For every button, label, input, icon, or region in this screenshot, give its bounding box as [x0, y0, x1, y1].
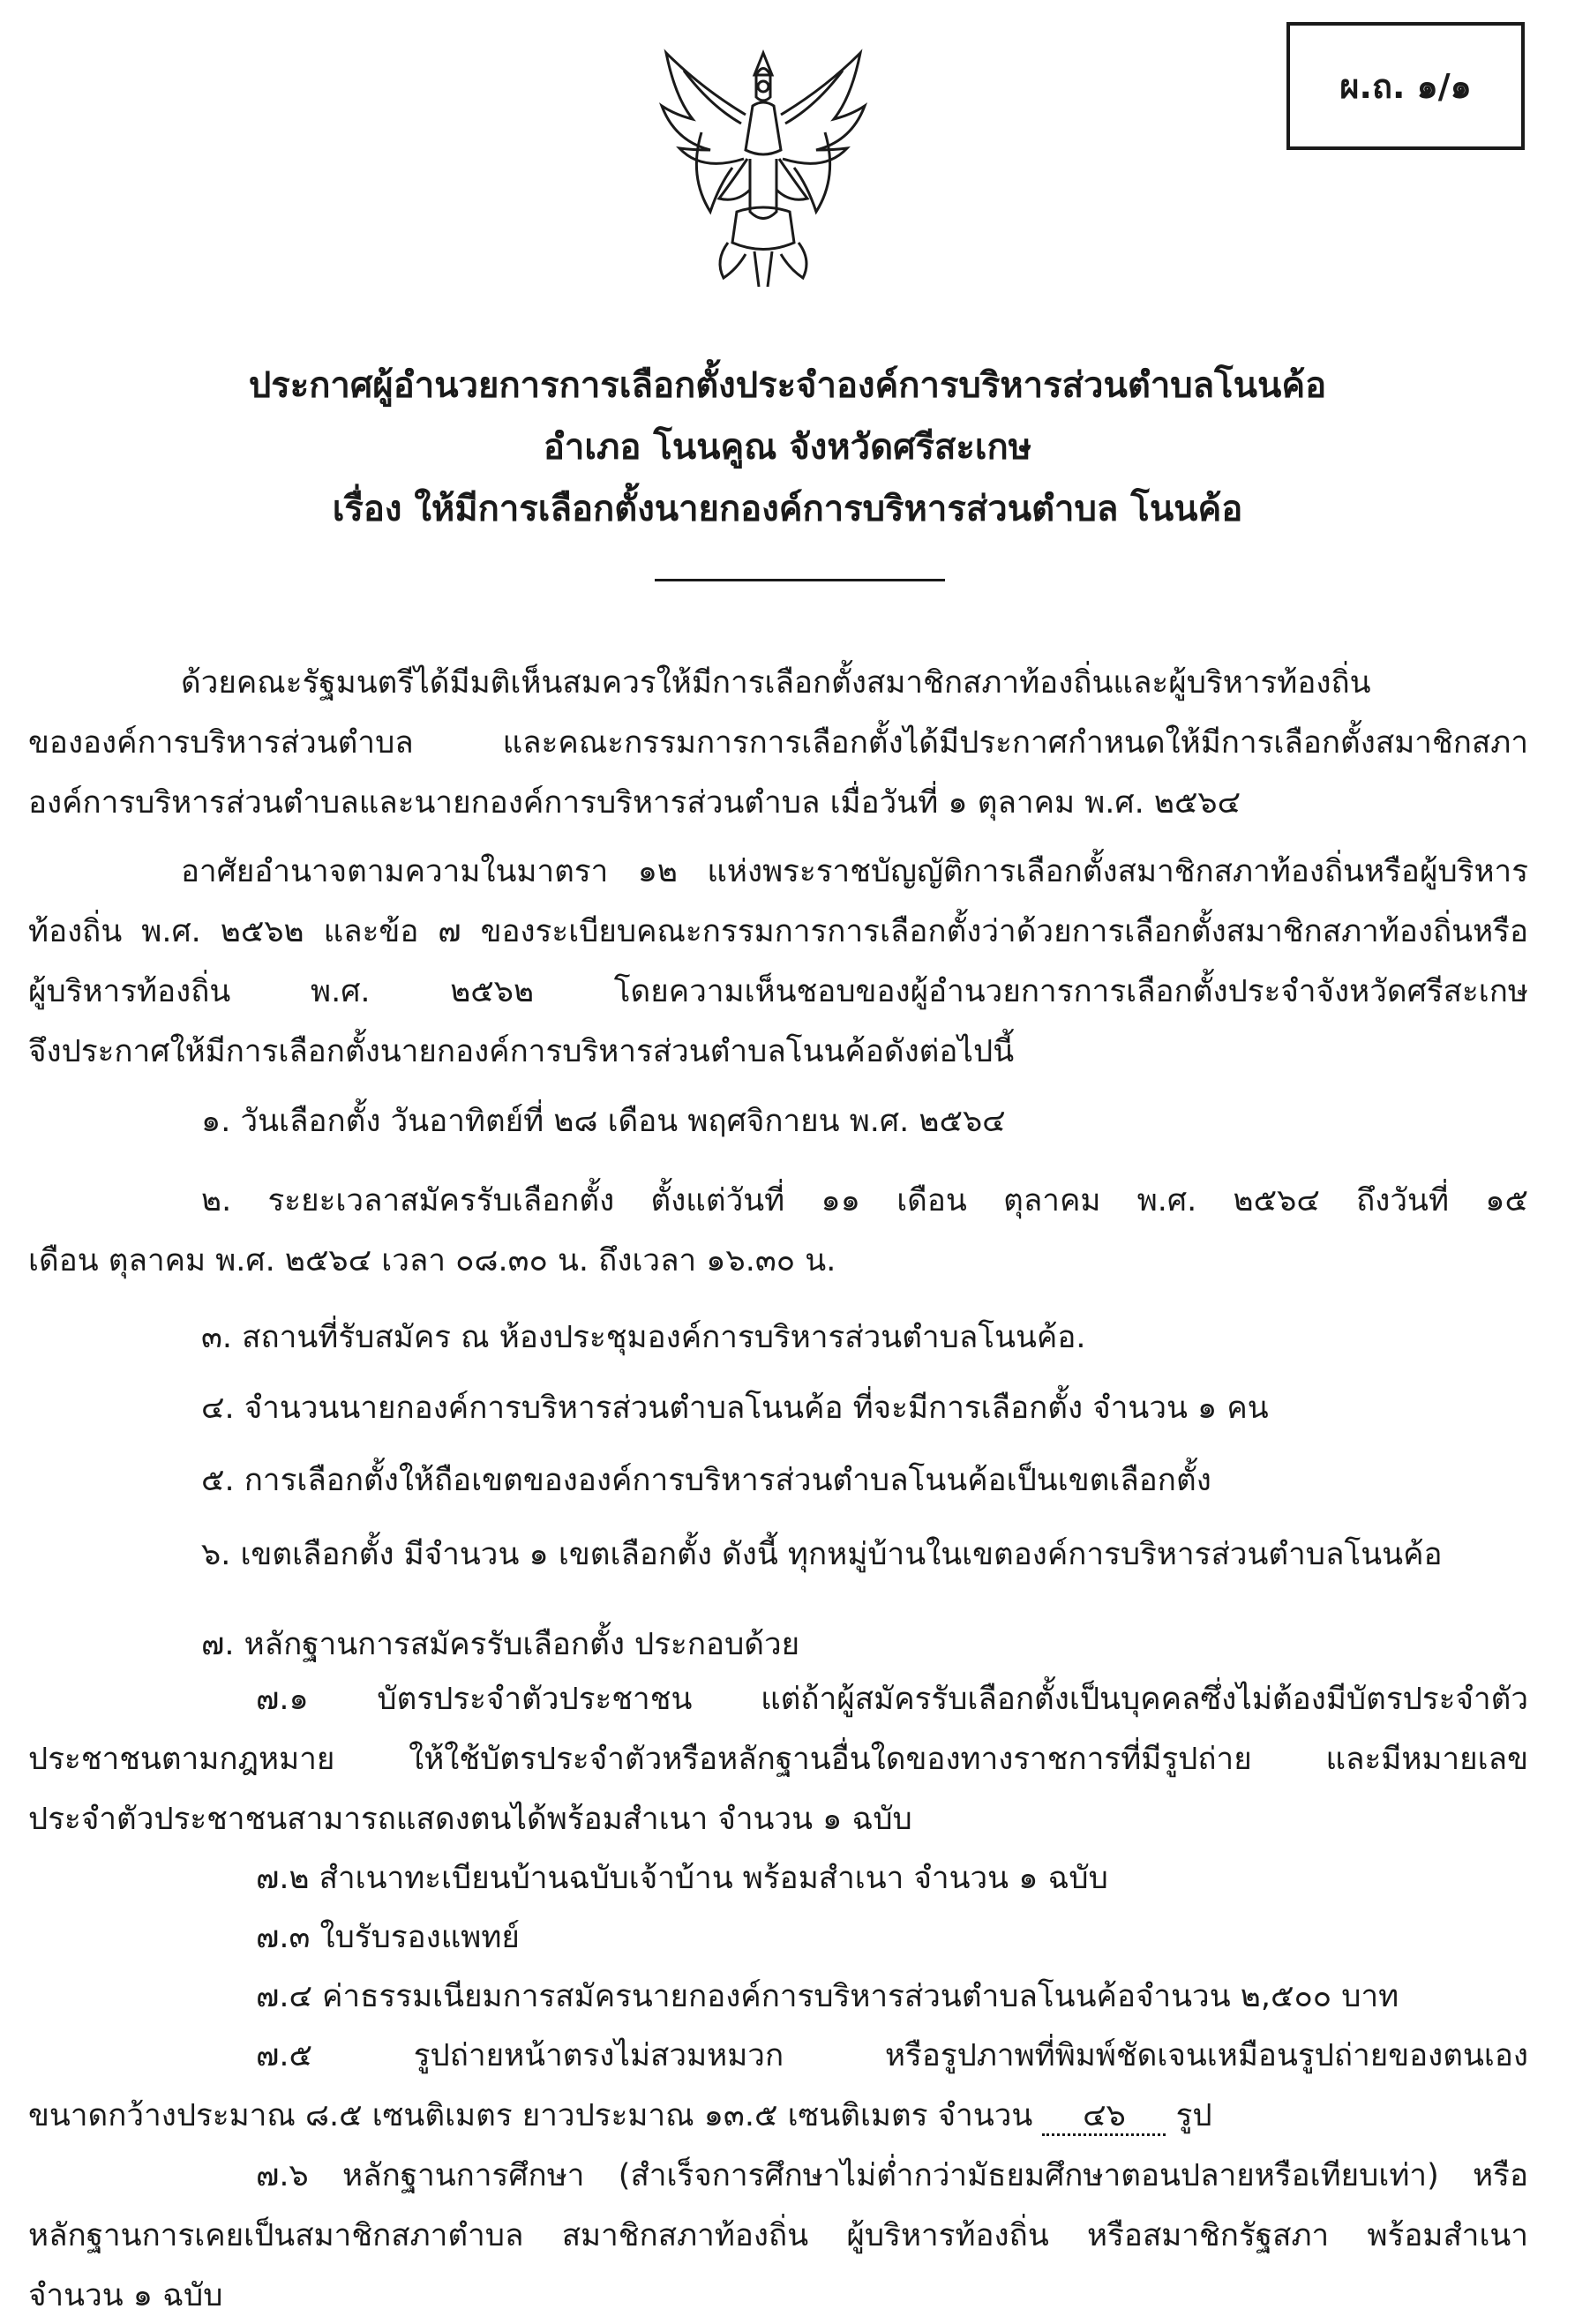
item-5-election-area: ๕. การเลือกตั้งให้ถือเขตขององค์การบริหารส่วนตำบลโนนค้อเป็นเขตเลือกตั้ง [201, 1463, 1211, 1498]
photo-count-handwritten: ๔๖ [1042, 2098, 1166, 2136]
item-7-1-id-card: ๗.๑ บัตรประจำตัวประชาชน แต่ถ้าผู้สมัครรับเลือกตั้งเป็นบุคคลซึ่งไม่ต้องมีบัตรประจำตัว [256, 1682, 1528, 1717]
form-code-box: ผ.ถ. ๑/๑ [1286, 22, 1525, 150]
paragraph-2-line-2: ท้องถิ่น พ.ศ. ๒๕๖๒ และข้อ ๗ ของระเบียบคณะกรรมการการเลือกตั้งว่าด้วยการเลือกตั้งสมาชิกสภาท้องถิ่นหรือ [28, 914, 1528, 949]
announcement-title-line-3: เรื่อง ให้มีการเลือกตั้งนายกองค์การบริหารส่วนตำบล โนนค้อ [332, 489, 1243, 529]
item-7-2-house-registration: ๗.๒ สำเนาทะเบียนบ้านฉบับเจ้าบ้าน พร้อมสำเนา จำนวน ๑ ฉบับ [256, 1861, 1108, 1896]
item-7-4-application-fee: ๗.๔ ค่าธรรมเนียมการสมัครนายกองค์การบริหารส่วนตำบลโนนค้อจำนวน ๒,๕๐๐ บาท [256, 1979, 1399, 2014]
photo-unit: รูป [1175, 2098, 1212, 2133]
item-6-constituency: ๖. เขตเลือกตั้ง มีจำนวน ๑ เขตเลือกตั้ง ดังนี้ ทุกหมู่บ้านในเขตองค์การบริหารส่วนตำบลโนนค้อ [201, 1537, 1443, 1572]
announcement-title-line-2: อำเภอ โนนคูณ จังหวัดศรีสะเกษ [543, 427, 1032, 468]
item-7-6-education-proof-cont: หลักฐานการเคยเป็นสมาชิกสภาตำบล สมาชิกสภาท้องถิ่น ผู้บริหารท้องถิ่น หรือสมาชิกรัฐสภา พร้อมสำเนา [28, 2218, 1528, 2253]
item-7-3-medical-certificate: ๗.๓ ใบรับรองแพทย์ [256, 1920, 520, 1955]
announcement-title-line-1: ประกาศผู้อำนวยการการเลือกตั้งประจำองค์การบริหารส่วนตำบลโนนค้อ [248, 365, 1327, 406]
item-2-application-period-cont: เดือน ตุลาคม พ.ศ. ๒๕๖๔ เวลา ๐๘.๓๐ น. ถึงเวลา ๑๖.๓๐ น. [28, 1243, 836, 1278]
item-3-application-venue: ๓. สถานที่รับสมัคร ณ ห้องประชุมองค์การบริหารส่วนตำบลโนนค้อ. [201, 1320, 1086, 1355]
paragraph-1-line-2: ขององค์การบริหารส่วนตำบล และคณะกรรมการการเลือกตั้งได้มีประกาศกำหนดให้มีการเลือกตั้งสมาชิกสภา [28, 725, 1528, 761]
title-divider [655, 579, 945, 581]
paragraph-1-line-3: องค์การบริหารส่วนตำบลและนายกองค์การบริหารส่วนตำบล เมื่อวันที่ ๑ ตุลาคม พ.ศ. ๒๕๖๔ [28, 785, 1241, 821]
item-7-1-id-card-cont: ประชาชนตามกฎหมาย ให้ใช้บัตรประจำตัวหรือหลักฐานอื่นใดของทางราชการที่มีรูปถ่าย และมีหมายเลข [28, 1742, 1528, 1777]
item-7-6-education-proof: ๗.๖ หลักฐานการศึกษา (สำเร็จการศึกษาไม่ต่ำกว่ามัธยมศึกษาตอนปลายหรือเทียบเท่า) หรือ [256, 2158, 1528, 2193]
paragraph-2-line-3: ผู้บริหารท้องถิ่น พ.ศ. ๒๕๖๒ โดยความเห็นชอบของผู้อำนวยการการเลือกตั้งประจำจังหวัดศรีสะเกษ [28, 974, 1528, 1009]
item-2-application-period: ๒. ระยะเวลาสมัครรับเลือกตั้ง ตั้งแต่วันที่ ๑๑ เดือน ตุลาคม พ.ศ. ๒๕๖๔ ถึงวันที่ ๑๕ [201, 1183, 1528, 1218]
item-7-5-photographs-cont [28, 2093, 1212, 2139]
item-4-number-of-mayors: ๔. จำนวนนายกองค์การบริหารส่วนตำบลโนนค้อ ที่จะมีการเลือกตั้ง จำนวน ๑ คน [201, 1391, 1269, 1426]
photo-size-text: ขนาดกว้างประมาณ ๘.๕ เซนติเมตร ยาวประมาณ ๑๓.๕ เซนติเมตร จำนวน [28, 2098, 1033, 2133]
item-1-election-date: ๑. วันเลือกตั้ง วันอาทิตย์ที่ ๒๘ เดือน พฤศจิกายน พ.ศ. ๒๕๖๔ [201, 1104, 1006, 1139]
item-7-1-id-card-cont-2: ประจำตัวประชาชนสามารถแสดงตนได้พร้อมสำเนา จำนวน ๑ ฉบับ [28, 1802, 912, 1837]
paragraph-1-line-1: ด้วยคณะรัฐมนตรีได้มีมติเห็นสมควรให้มีการเลือกตั้งสมาชิกสภาท้องถิ่นและผู้บริหารท้องถิ่น [181, 665, 1371, 701]
item-7-6-education-proof-cont-2: จำนวน ๑ ฉบับ [28, 2278, 223, 2313]
paragraph-2-line-4: จึงประกาศให้มีการเลือกตั้งนายกองค์การบริหารส่วนตำบลโนนค้อดังต่อไปนี้ [28, 1034, 1015, 1069]
paragraph-2-line-1: อาศัยอำนาจตามความในมาตรา ๑๒ แห่งพระราชบัญญัติการเลือกตั้งสมาชิกสภาท้องถิ่นหรือผู้บริหาร [181, 854, 1528, 889]
item-7-required-documents: ๗. หลักฐานการสมัครรับเลือกตั้ง ประกอบด้วย [201, 1627, 800, 1662]
garuda-emblem-icon [649, 35, 878, 300]
item-7-5-photographs: ๗.๕ รูปถ่ายหน้าตรงไม่สวมหมวก หรือรูปภาพที่พิมพ์ชัดเจนเหมือนรูปถ่ายของตนเอง [256, 2038, 1528, 2073]
